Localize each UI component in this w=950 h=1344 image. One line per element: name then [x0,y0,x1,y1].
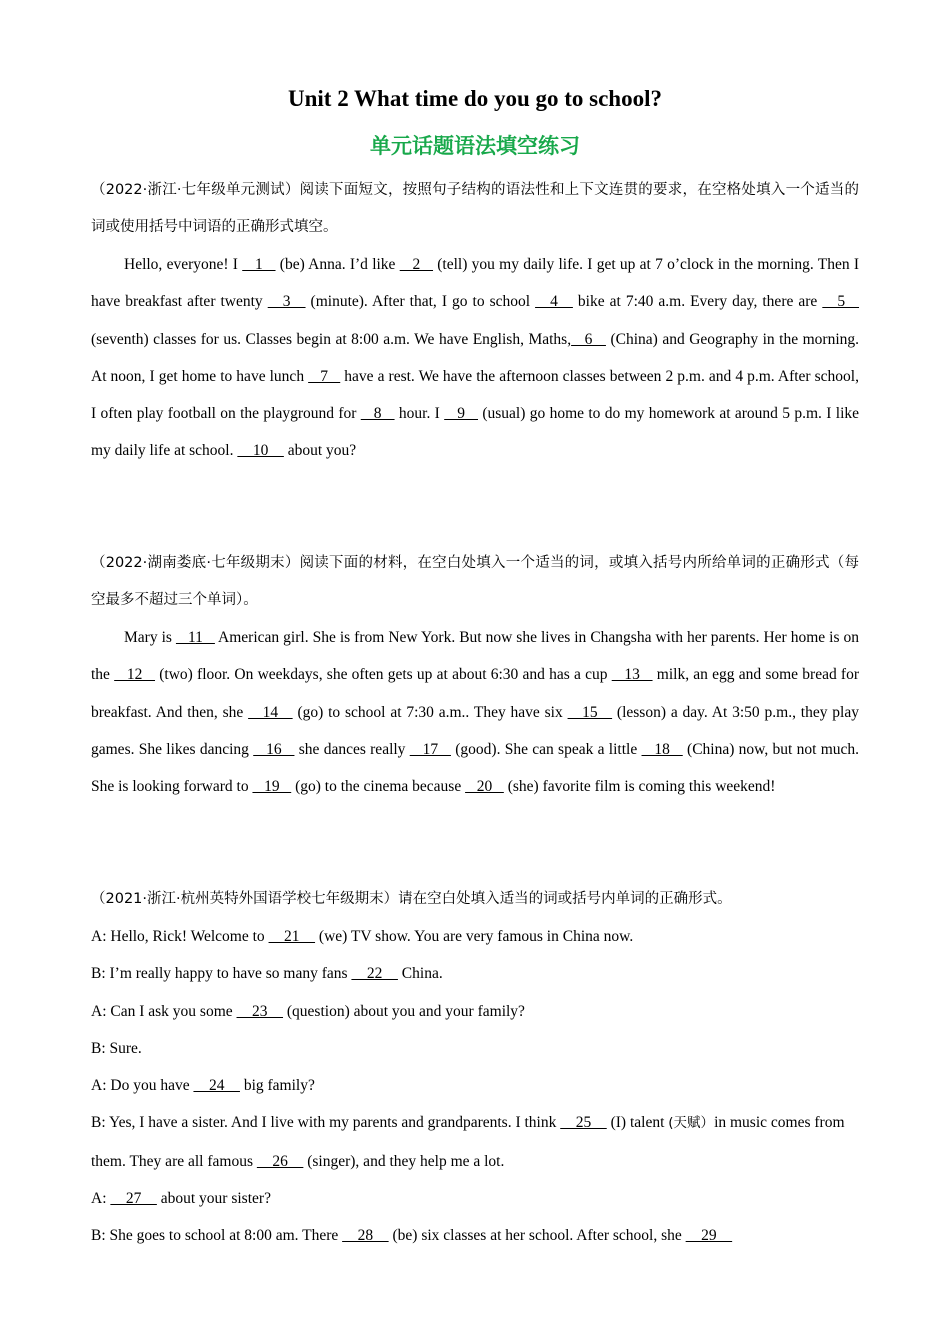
passage-text: (question) about you and your family? [283,1002,525,1020]
answer-blank-7[interactable]: 7 [308,367,341,385]
dialogue-line [91,1217,859,1254]
passage-text: (lesson) a day. At 3:50 p.m., they play games. She likes dancing [91,703,859,758]
passage-text: milk, an egg and some bread for breakfast. And then, she [91,666,860,721]
passage-text: (we) TV show. You are very famous in China now. [315,928,634,945]
answer-blank-2[interactable]: 2 [399,256,434,273]
passage-text: (good). She can speak a little [450,740,642,758]
passage-text: A: Hello, Rick! Welcome to [91,928,269,945]
passage-text: A: [91,1190,111,1208]
passage-text: (I) talent [606,1114,669,1132]
passage-text: hour. I [394,405,445,423]
section-2 [91,545,859,805]
answer-blank-5[interactable]: 5 [822,293,860,311]
passage-text: (be) Anna. I’d like [275,256,400,273]
answer-blank-14[interactable]: 14 [248,703,293,721]
answer-blank-17[interactable]: 17 [409,740,451,758]
section-2-instruction: （2022·湖南娄底·七年级期末）阅读下面的材料，在空白处填入一个适当的词，或填入括号内所给单词的正确形式（每空最多不超过三个单词）。 [91,555,859,608]
answer-blank-19[interactable]: 19 [252,778,292,796]
section-3 [91,881,859,1255]
passage-text: (seventh) classes for us. Classes begin at 8:00 a.m. We have English, Maths, [91,330,572,348]
answer-blank-4[interactable]: 4 [535,293,573,311]
passage-text: (be) six classes at her school. After school, she [388,1227,686,1245]
answer-blank-10[interactable]: 10 [237,442,284,460]
answer-blank-11[interactable]: 11 [175,629,215,646]
passage-text: (天赋） [668,1115,715,1132]
answer-blank-8[interactable]: 8 [360,405,395,423]
section-3-instruction: （2021·浙江·杭州英特外国语学校七年级期末）请在空白处填入适当的词或括号内单词的正确形式。 [91,891,732,907]
passage-text: B: I’m really happy to have so many fans [91,965,352,983]
section-3-dialogue [91,918,859,1255]
section-1-passage [91,246,859,470]
passage-text: (China) now, but not much. She is looking forward to [91,740,860,796]
dialogue-line [91,955,859,992]
page-title: Unit 2 What time do you go to school? [288,86,662,111]
dialogue-line [91,1180,859,1217]
section-2-passage [91,619,859,805]
answer-blank-23[interactable]: 23 [236,1002,284,1020]
answer-blank-20[interactable]: 20 [465,778,504,796]
answer-blank-24[interactable]: 24 [193,1077,240,1095]
section-1-instruction: （2022·浙江·七年级单元测试）阅读下面短文，按照句子结构的语法性和上下文连贯的要求，在空格处填入一个适当的词或使用括号中词语的正确形式填空。 [91,182,859,235]
passage-text: B: Yes, I have a sister. And I live with my parents and grandparents. I think [91,1114,561,1132]
passage-text: (two) floor. On weekdays, she often gets up at about 6:30 and has a cup [155,666,612,684]
passage-text: (she) favorite film is coming this weekend! [503,778,776,796]
dialogue-line [91,993,859,1030]
passage-text: she dances really [294,740,410,758]
dialogue-line [91,1067,859,1104]
page-subtitle: 单元话题语法填空练习 [370,134,580,158]
dialogue-line [91,918,859,955]
passage-text: have a rest. We have the afternoon classes between 2 p.m. and 4 p.m. After school, I often play football on the playground for [91,367,859,423]
answer-blank-9[interactable]: 9 [444,405,478,423]
passage-text: (singer), and they help me a lot. [303,1152,505,1170]
passage-text: (go) to school at 7:30 a.m.. They have six [292,703,568,721]
answer-blank-22[interactable]: 22 [351,965,398,983]
passage-text: in music comes from them. They are all famous [91,1114,845,1170]
passage-text: (tell) you my daily life. I get up at 7 o’clock in the morning. Then I have breakfast after twenty [91,256,860,311]
answer-blank-29[interactable]: 29 [685,1227,733,1245]
passage-text: (China) and Geography in the morning. At noon, I get home to have lunch [91,330,860,385]
dialogue-line [91,1030,859,1067]
answer-blank-3[interactable]: 3 [267,293,306,311]
passage-text: about your sister? [156,1190,271,1208]
passage-text: B: She goes to school at 8:00 am. There [91,1227,343,1245]
passage-text: A: Do you have [91,1077,194,1095]
passage-text: Mary is [124,629,176,646]
dialogue-line [91,1104,859,1180]
passage-text: Hello, everyone! I [124,256,243,273]
answer-blank-27[interactable]: 27 [110,1190,157,1208]
answer-blank-21[interactable]: 21 [268,928,316,945]
passage-text: B: Sure. [91,1039,142,1057]
answer-blank-1[interactable]: 1 [242,256,276,273]
passage-text: (minute). After that, I go to school [305,293,536,311]
answer-blank-28[interactable]: 28 [342,1227,389,1245]
passage-text: bike at 7:40 a.m. Every day, there are [572,293,823,311]
answer-blank-12[interactable]: 12 [114,666,156,684]
answer-blank-15[interactable]: 15 [567,703,613,721]
passage-text: A: Can I ask you some [91,1002,237,1020]
answer-blank-13[interactable]: 13 [611,666,653,684]
answer-blank-18[interactable]: 18 [641,740,683,758]
answer-blank-26[interactable]: 26 [256,1152,304,1170]
passage-text: American girl. She is from New York. But now she lives in Changsha with her parents. Her home is on the [91,629,859,684]
passage-text: (go) to the cinema because [291,778,466,796]
passage-text: (usual) go home to do my homework at around 5 p.m. I like my daily life at school. [91,405,860,460]
answer-blank-6[interactable]: 6 [571,330,606,348]
passage-text: China. [397,965,443,983]
section-1 [91,172,859,470]
passage-text: about you? [283,442,357,460]
answer-blank-16[interactable]: 16 [253,740,295,758]
answer-blank-25[interactable]: 25 [560,1114,607,1132]
passage-text: big family? [239,1077,315,1095]
